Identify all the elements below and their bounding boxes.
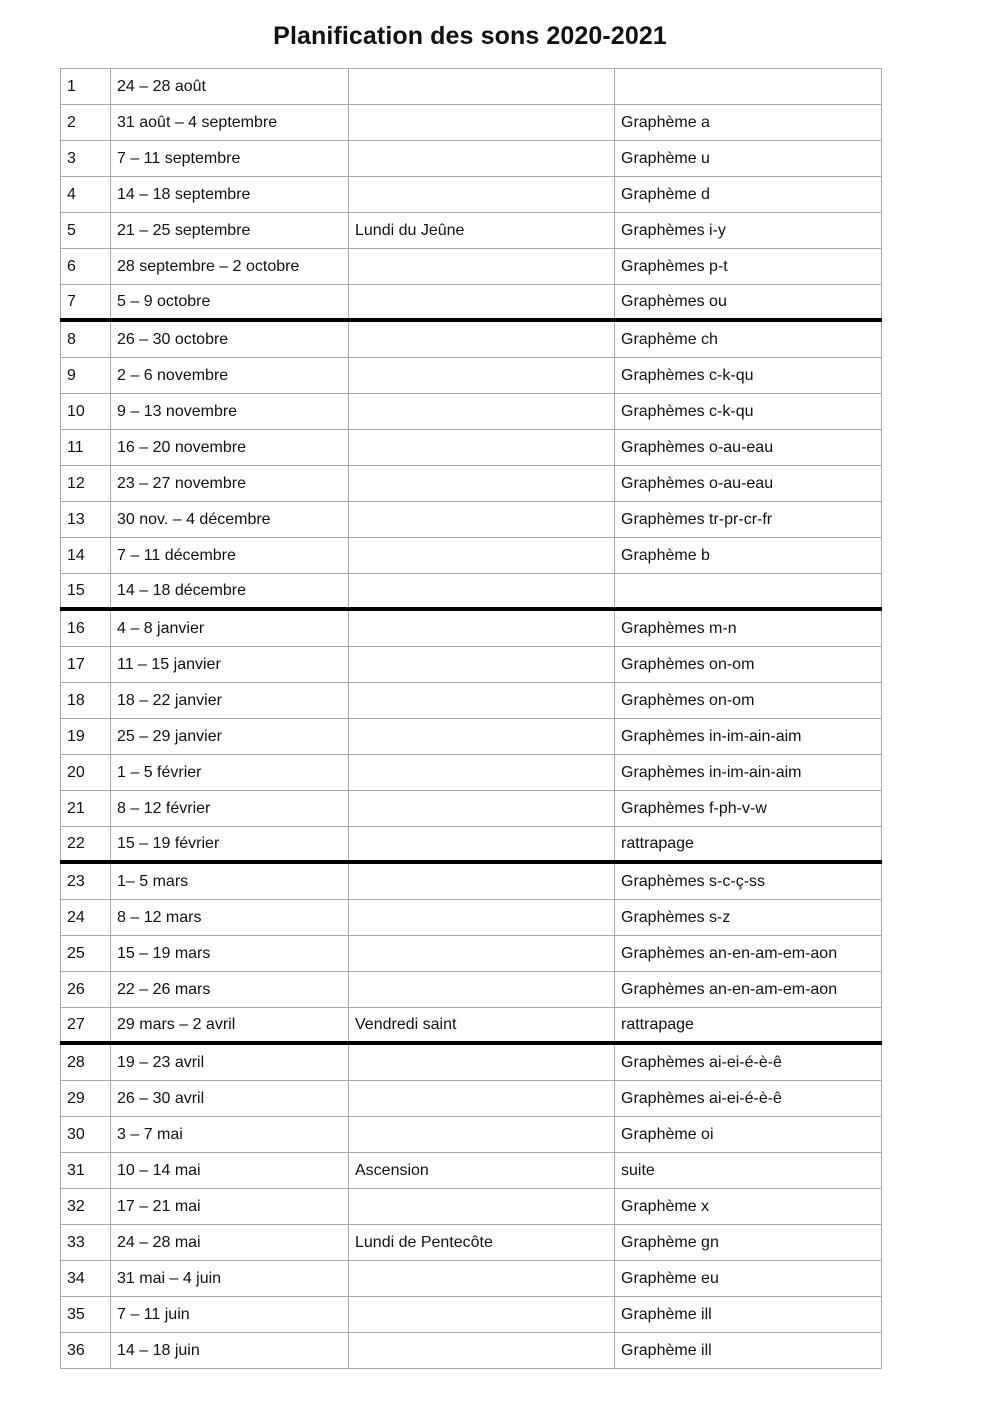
table-row <box>61 1333 882 1369</box>
dates-cell: 16 – 20 novembre <box>111 430 349 466</box>
event-cell <box>349 972 615 1008</box>
event-cell <box>349 936 615 972</box>
grapheme-cell: Graphèmes s-z <box>615 900 882 936</box>
dates-cell: 23 – 27 novembre <box>111 466 349 502</box>
event-cell <box>349 1043 615 1081</box>
table-row <box>61 320 882 358</box>
grapheme-cell: Graphème a <box>615 105 882 141</box>
dates-cell: 8 – 12 mars <box>111 900 349 936</box>
week-number-cell: 14 <box>61 538 111 574</box>
grapheme-cell: Graphèmes p-t <box>615 249 882 285</box>
event-cell <box>349 1081 615 1117</box>
week-number-cell: 10 <box>61 394 111 430</box>
event-cell <box>349 69 615 105</box>
grapheme-cell: Graphèmes tr-pr-cr-fr <box>615 502 882 538</box>
week-number-cell: 8 <box>61 320 111 358</box>
event-cell <box>349 177 615 213</box>
event-cell <box>349 719 615 755</box>
page-title: Planification des sons 2020-2021 <box>273 22 667 50</box>
table-row <box>61 1261 882 1297</box>
dates-cell: 1– 5 mars <box>111 862 349 900</box>
grapheme-cell: rattrapage <box>615 1008 882 1044</box>
table-row <box>61 574 882 610</box>
grapheme-cell: Graphèmes f-ph-v-w <box>615 791 882 827</box>
dates-cell: 10 – 14 mai <box>111 1153 349 1189</box>
dates-cell: 8 – 12 février <box>111 791 349 827</box>
grapheme-cell: Graphème oi <box>615 1117 882 1153</box>
table-row <box>61 69 882 105</box>
grapheme-cell: Graphèmes an-en-am-em-aon <box>615 936 882 972</box>
week-number-cell: 17 <box>61 647 111 683</box>
event-cell <box>349 755 615 791</box>
table-row <box>61 1043 882 1081</box>
grapheme-cell: Graphèmes in-im-ain-aim <box>615 719 882 755</box>
event-cell <box>349 647 615 683</box>
dates-cell: 5 – 9 octobre <box>111 285 349 321</box>
week-number-cell: 23 <box>61 862 111 900</box>
week-number-cell: 32 <box>61 1189 111 1225</box>
grapheme-cell: Graphèmes in-im-ain-aim <box>615 755 882 791</box>
event-cell <box>349 1297 615 1333</box>
grapheme-cell: Graphème b <box>615 538 882 574</box>
week-number-cell: 29 <box>61 1081 111 1117</box>
table-row <box>61 1008 882 1044</box>
dates-cell: 3 – 7 mai <box>111 1117 349 1153</box>
event-cell: Vendredi saint <box>349 1008 615 1044</box>
dates-cell: 7 – 11 décembre <box>111 538 349 574</box>
week-number-cell: 16 <box>61 609 111 647</box>
event-cell <box>349 141 615 177</box>
grapheme-cell: Graphèmes s-c-ç-ss <box>615 862 882 900</box>
event-cell <box>349 1261 615 1297</box>
table-row <box>61 972 882 1008</box>
dates-cell: 7 – 11 septembre <box>111 141 349 177</box>
table-row <box>61 249 882 285</box>
week-number-cell: 26 <box>61 972 111 1008</box>
table-row <box>61 1189 882 1225</box>
table-row <box>61 466 882 502</box>
week-number-cell: 30 <box>61 1117 111 1153</box>
table-row <box>61 827 882 863</box>
week-number-cell: 4 <box>61 177 111 213</box>
week-number-cell: 28 <box>61 1043 111 1081</box>
dates-cell: 17 – 21 mai <box>111 1189 349 1225</box>
event-cell <box>349 683 615 719</box>
dates-cell: 26 – 30 avril <box>111 1081 349 1117</box>
dates-cell: 2 – 6 novembre <box>111 358 349 394</box>
dates-cell: 26 – 30 octobre <box>111 320 349 358</box>
week-number-cell: 13 <box>61 502 111 538</box>
week-number-cell: 19 <box>61 719 111 755</box>
grapheme-cell: Graphèmes c-k-qu <box>615 358 882 394</box>
week-number-cell: 2 <box>61 105 111 141</box>
event-cell <box>349 358 615 394</box>
dates-cell: 9 – 13 novembre <box>111 394 349 430</box>
planning-table-body <box>61 69 882 1369</box>
dates-cell: 24 – 28 mai <box>111 1225 349 1261</box>
table-row <box>61 862 882 900</box>
grapheme-cell: Graphèmes on-om <box>615 683 882 719</box>
event-cell: Ascension <box>349 1153 615 1189</box>
event-cell <box>349 609 615 647</box>
week-number-cell: 6 <box>61 249 111 285</box>
grapheme-cell: Graphème ch <box>615 320 882 358</box>
week-number-cell: 5 <box>61 213 111 249</box>
dates-cell: 24 – 28 août <box>111 69 349 105</box>
grapheme-cell: Graphèmes o-au-eau <box>615 430 882 466</box>
week-number-cell: 11 <box>61 430 111 466</box>
event-cell: Lundi de Pentecôte <box>349 1225 615 1261</box>
grapheme-cell: Graphème x <box>615 1189 882 1225</box>
grapheme-cell <box>615 574 882 610</box>
dates-cell: 4 – 8 janvier <box>111 609 349 647</box>
grapheme-cell: Graphèmes i-y <box>615 213 882 249</box>
dates-cell: 18 – 22 janvier <box>111 683 349 719</box>
table-row <box>61 430 882 466</box>
table-row <box>61 1117 882 1153</box>
week-number-cell: 25 <box>61 936 111 972</box>
table-row <box>61 105 882 141</box>
dates-cell: 31 mai – 4 juin <box>111 1261 349 1297</box>
grapheme-cell: Graphème ill <box>615 1333 882 1369</box>
event-cell <box>349 105 615 141</box>
event-cell <box>349 827 615 863</box>
week-number-cell: 36 <box>61 1333 111 1369</box>
dates-cell: 28 septembre – 2 octobre <box>111 249 349 285</box>
week-number-cell: 34 <box>61 1261 111 1297</box>
grapheme-cell: Graphèmes c-k-qu <box>615 394 882 430</box>
grapheme-cell: Graphème eu <box>615 1261 882 1297</box>
event-cell <box>349 249 615 285</box>
event-cell <box>349 285 615 321</box>
table-row <box>61 936 882 972</box>
grapheme-cell: Graphèmes ai-ei-é-è-ê <box>615 1043 882 1081</box>
event-cell <box>349 574 615 610</box>
grapheme-cell: Graphèmes ai-ei-é-è-ê <box>615 1081 882 1117</box>
table-row <box>61 755 882 791</box>
event-cell <box>349 466 615 502</box>
grapheme-cell: rattrapage <box>615 827 882 863</box>
event-cell: Lundi du Jeûne <box>349 213 615 249</box>
table-row <box>61 141 882 177</box>
week-number-cell: 18 <box>61 683 111 719</box>
event-cell <box>349 394 615 430</box>
grapheme-cell: Graphèmes o-au-eau <box>615 466 882 502</box>
grapheme-cell: suite <box>615 1153 882 1189</box>
week-number-cell: 15 <box>61 574 111 610</box>
dates-cell: 1 – 5 février <box>111 755 349 791</box>
table-row <box>61 1297 882 1333</box>
table-row <box>61 1153 882 1189</box>
table-row <box>61 358 882 394</box>
table-row <box>61 213 882 249</box>
dates-cell: 15 – 19 mars <box>111 936 349 972</box>
dates-cell: 21 – 25 septembre <box>111 213 349 249</box>
week-number-cell: 12 <box>61 466 111 502</box>
week-number-cell: 9 <box>61 358 111 394</box>
dates-cell: 19 – 23 avril <box>111 1043 349 1081</box>
event-cell <box>349 1189 615 1225</box>
dates-cell: 15 – 19 février <box>111 827 349 863</box>
grapheme-cell: Graphèmes an-en-am-em-aon <box>615 972 882 1008</box>
week-number-cell: 33 <box>61 1225 111 1261</box>
dates-cell: 14 – 18 décembre <box>111 574 349 610</box>
event-cell <box>349 430 615 466</box>
event-cell <box>349 1117 615 1153</box>
dates-cell: 30 nov. – 4 décembre <box>111 502 349 538</box>
grapheme-cell: Graphèmes ou <box>615 285 882 321</box>
table-row <box>61 177 882 213</box>
dates-cell: 31 août – 4 septembre <box>111 105 349 141</box>
dates-cell: 25 – 29 janvier <box>111 719 349 755</box>
table-row <box>61 791 882 827</box>
table-row <box>61 502 882 538</box>
week-number-cell: 7 <box>61 285 111 321</box>
dates-cell: 14 – 18 juin <box>111 1333 349 1369</box>
table-row <box>61 900 882 936</box>
week-number-cell: 35 <box>61 1297 111 1333</box>
week-number-cell: 24 <box>61 900 111 936</box>
week-number-cell: 27 <box>61 1008 111 1044</box>
dates-cell: 11 – 15 janvier <box>111 647 349 683</box>
event-cell <box>349 1333 615 1369</box>
week-number-cell: 1 <box>61 69 111 105</box>
table-row <box>61 285 882 321</box>
event-cell <box>349 791 615 827</box>
dates-cell: 7 – 11 juin <box>111 1297 349 1333</box>
dates-cell: 29 mars – 2 avril <box>111 1008 349 1044</box>
planning-table <box>60 68 882 1369</box>
table-row <box>61 394 882 430</box>
table-row <box>61 647 882 683</box>
dates-cell: 14 – 18 septembre <box>111 177 349 213</box>
grapheme-cell: Graphèmes on-om <box>615 647 882 683</box>
grapheme-cell: Graphème gn <box>615 1225 882 1261</box>
event-cell <box>349 502 615 538</box>
table-row <box>61 1225 882 1261</box>
event-cell <box>349 538 615 574</box>
table-row <box>61 1081 882 1117</box>
event-cell <box>349 320 615 358</box>
grapheme-cell <box>615 69 882 105</box>
dates-cell: 22 – 26 mars <box>111 972 349 1008</box>
week-number-cell: 3 <box>61 141 111 177</box>
grapheme-cell: Graphèmes m-n <box>615 609 882 647</box>
week-number-cell: 21 <box>61 791 111 827</box>
grapheme-cell: Graphème d <box>615 177 882 213</box>
table-row <box>61 538 882 574</box>
grapheme-cell: Graphème ill <box>615 1297 882 1333</box>
week-number-cell: 20 <box>61 755 111 791</box>
grapheme-cell: Graphème u <box>615 141 882 177</box>
week-number-cell: 31 <box>61 1153 111 1189</box>
event-cell <box>349 862 615 900</box>
table-row <box>61 609 882 647</box>
table-row <box>61 683 882 719</box>
table-row <box>61 719 882 755</box>
week-number-cell: 22 <box>61 827 111 863</box>
event-cell <box>349 900 615 936</box>
